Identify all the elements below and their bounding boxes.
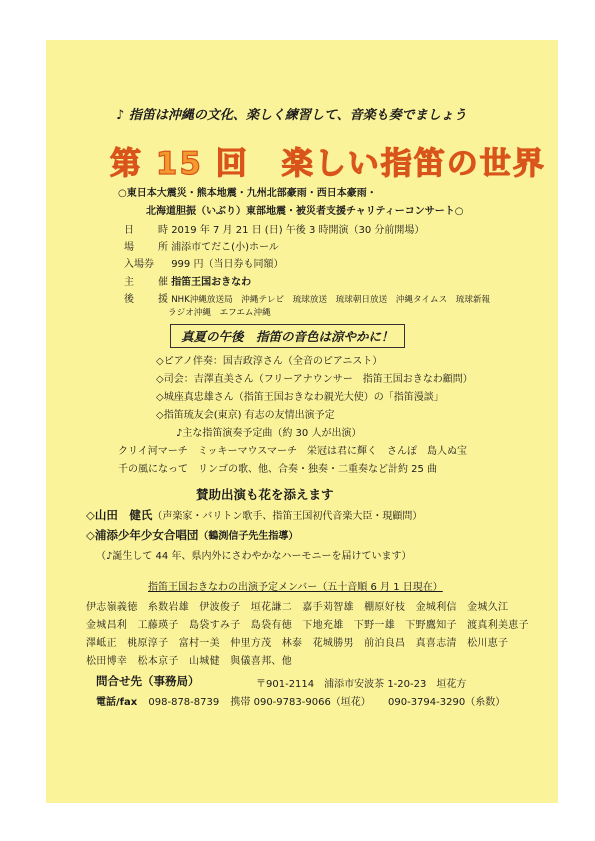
banner: 真夏の午後 指笛の音色は涼やかに！	[170, 324, 405, 348]
detail-ticket	[124, 255, 283, 270]
detail-label: 日 時	[124, 225, 175, 236]
sponsor-line-1: NHK沖縄放送局 沖縄テレビ 琉球放送 琉球朝日放送 沖縄タイムス 琉球新報	[171, 295, 491, 305]
guests-note: （♪誕生して 44 年、県内外にさわやかなハーモニーを届けています）	[96, 551, 412, 562]
detail-venue	[124, 238, 279, 253]
program-item: ◇ピアノ伴奏：国吉政淳さん（全音のピアニスト）	[156, 356, 383, 367]
program-item: ◇城座真忠雄さん（指笛王国おきなわ親光大使）の「指笛漫談」	[156, 392, 444, 403]
purpose-line-1: ○東日本大震災・熊本地震・九州北部豪雨・西日本豪雨・	[118, 188, 377, 199]
detail-sponsors	[124, 290, 490, 305]
detail-organizer	[124, 273, 251, 288]
members-line: 伊志嶺義徳 糸数岩雄 伊波俊子 垣花謙二 嘉手苅智雄 棚原好枝 金城利信 金城久江	[86, 602, 509, 613]
detail-value: 指笛王国おきなわ	[171, 277, 252, 288]
detail-value: 2019 年 7 月 21 日 (日) 午後 3 時開演（30 分前開場）	[171, 225, 425, 236]
mobile-number-2: 090-3794-3290（糸数）	[388, 697, 506, 708]
sponsor-line-2: ラジオ沖縄 エフエム沖縄	[168, 308, 271, 318]
members-line: 澤岻正 桃原淳子 富村一美 仲里方茂 林泰 花城勝男 前泊良昌 真喜志清 松川恵子	[86, 638, 509, 649]
phone-label: 電話/fax	[96, 697, 138, 708]
phone-number: 098-878-8739	[148, 697, 220, 708]
mobile-number-1: 携帯 090-9783-9066（垣花）	[230, 697, 371, 708]
guests-heading: 賛助出演も花を添えます	[196, 487, 334, 502]
detail-value: 999 円（当日券も同額）	[171, 259, 284, 270]
guest-name: ◇浦添少年少女合唱団	[86, 528, 199, 542]
program-item: ◇指笛琉友会(東京) 有志の友情出演予定	[156, 410, 335, 421]
guest-item	[86, 507, 422, 523]
members-line: 金城昌利 工藤瑛子 島袋すみ子 島袋有徳 下地充雄 下野一雄 下野鷹知子 渡真利美恵子	[86, 620, 529, 631]
purpose-line-2: 北海道胆振（いぶり）東部地震・被災者支援チャリティーコンサート○	[146, 206, 464, 217]
detail-label: 場 所	[124, 242, 175, 253]
contact-address: 〒901-2114 浦添市安波茶 1-20-23 垣花方	[256, 679, 467, 690]
contact-heading: 問合せ先（事務局）	[96, 674, 200, 688]
detail-label: 後 援	[124, 294, 175, 305]
flyer	[46, 40, 558, 803]
members-heading: 指笛王国おきなわの出演予定メンバー（五十音順 6 月 1 日現在）	[148, 582, 443, 593]
detail-datetime	[124, 221, 424, 236]
tagline: ♪ 指笛は沖縄の文化、楽しく練習して、音楽も奏でましょう	[116, 108, 467, 123]
guest-desc: （声楽家・バリトン歌手、指笛王国初代音楽大臣・現顧問）	[152, 511, 423, 522]
page-title: 第 15 回 楽しい指笛の世界	[110, 146, 546, 182]
program-item: ◇司会：吉澤直美さん（フリーアナウンサー 指笛王国おきなわ顧問）	[156, 374, 473, 385]
detail-value: 浦添市てだこ(小)ホール	[171, 242, 279, 253]
guest-item	[86, 527, 298, 543]
detail-label: 主 催	[124, 277, 175, 288]
members-line: 松田博幸 松本京子 山城健 與儀喜邦、他	[86, 656, 292, 667]
songs-line: クリイ河マーチ ミッキーマウスマーチ 栄冠は君に輝く さんぽ 島人ぬ宝	[118, 446, 467, 457]
guest-desc: （鶴渕信子先生指導）	[198, 531, 299, 542]
songs-heading: ♪主な指笛演奏予定曲（約 30 人が出演）	[176, 428, 362, 439]
contact-phones	[96, 693, 505, 708]
detail-label: 入場券	[124, 259, 154, 270]
songs-line: 千の風になって リンゴの歌、他、合奏・独奏・二重奏など計約 25 曲	[118, 464, 438, 475]
guest-name: ◇山田 健氏	[86, 508, 153, 522]
